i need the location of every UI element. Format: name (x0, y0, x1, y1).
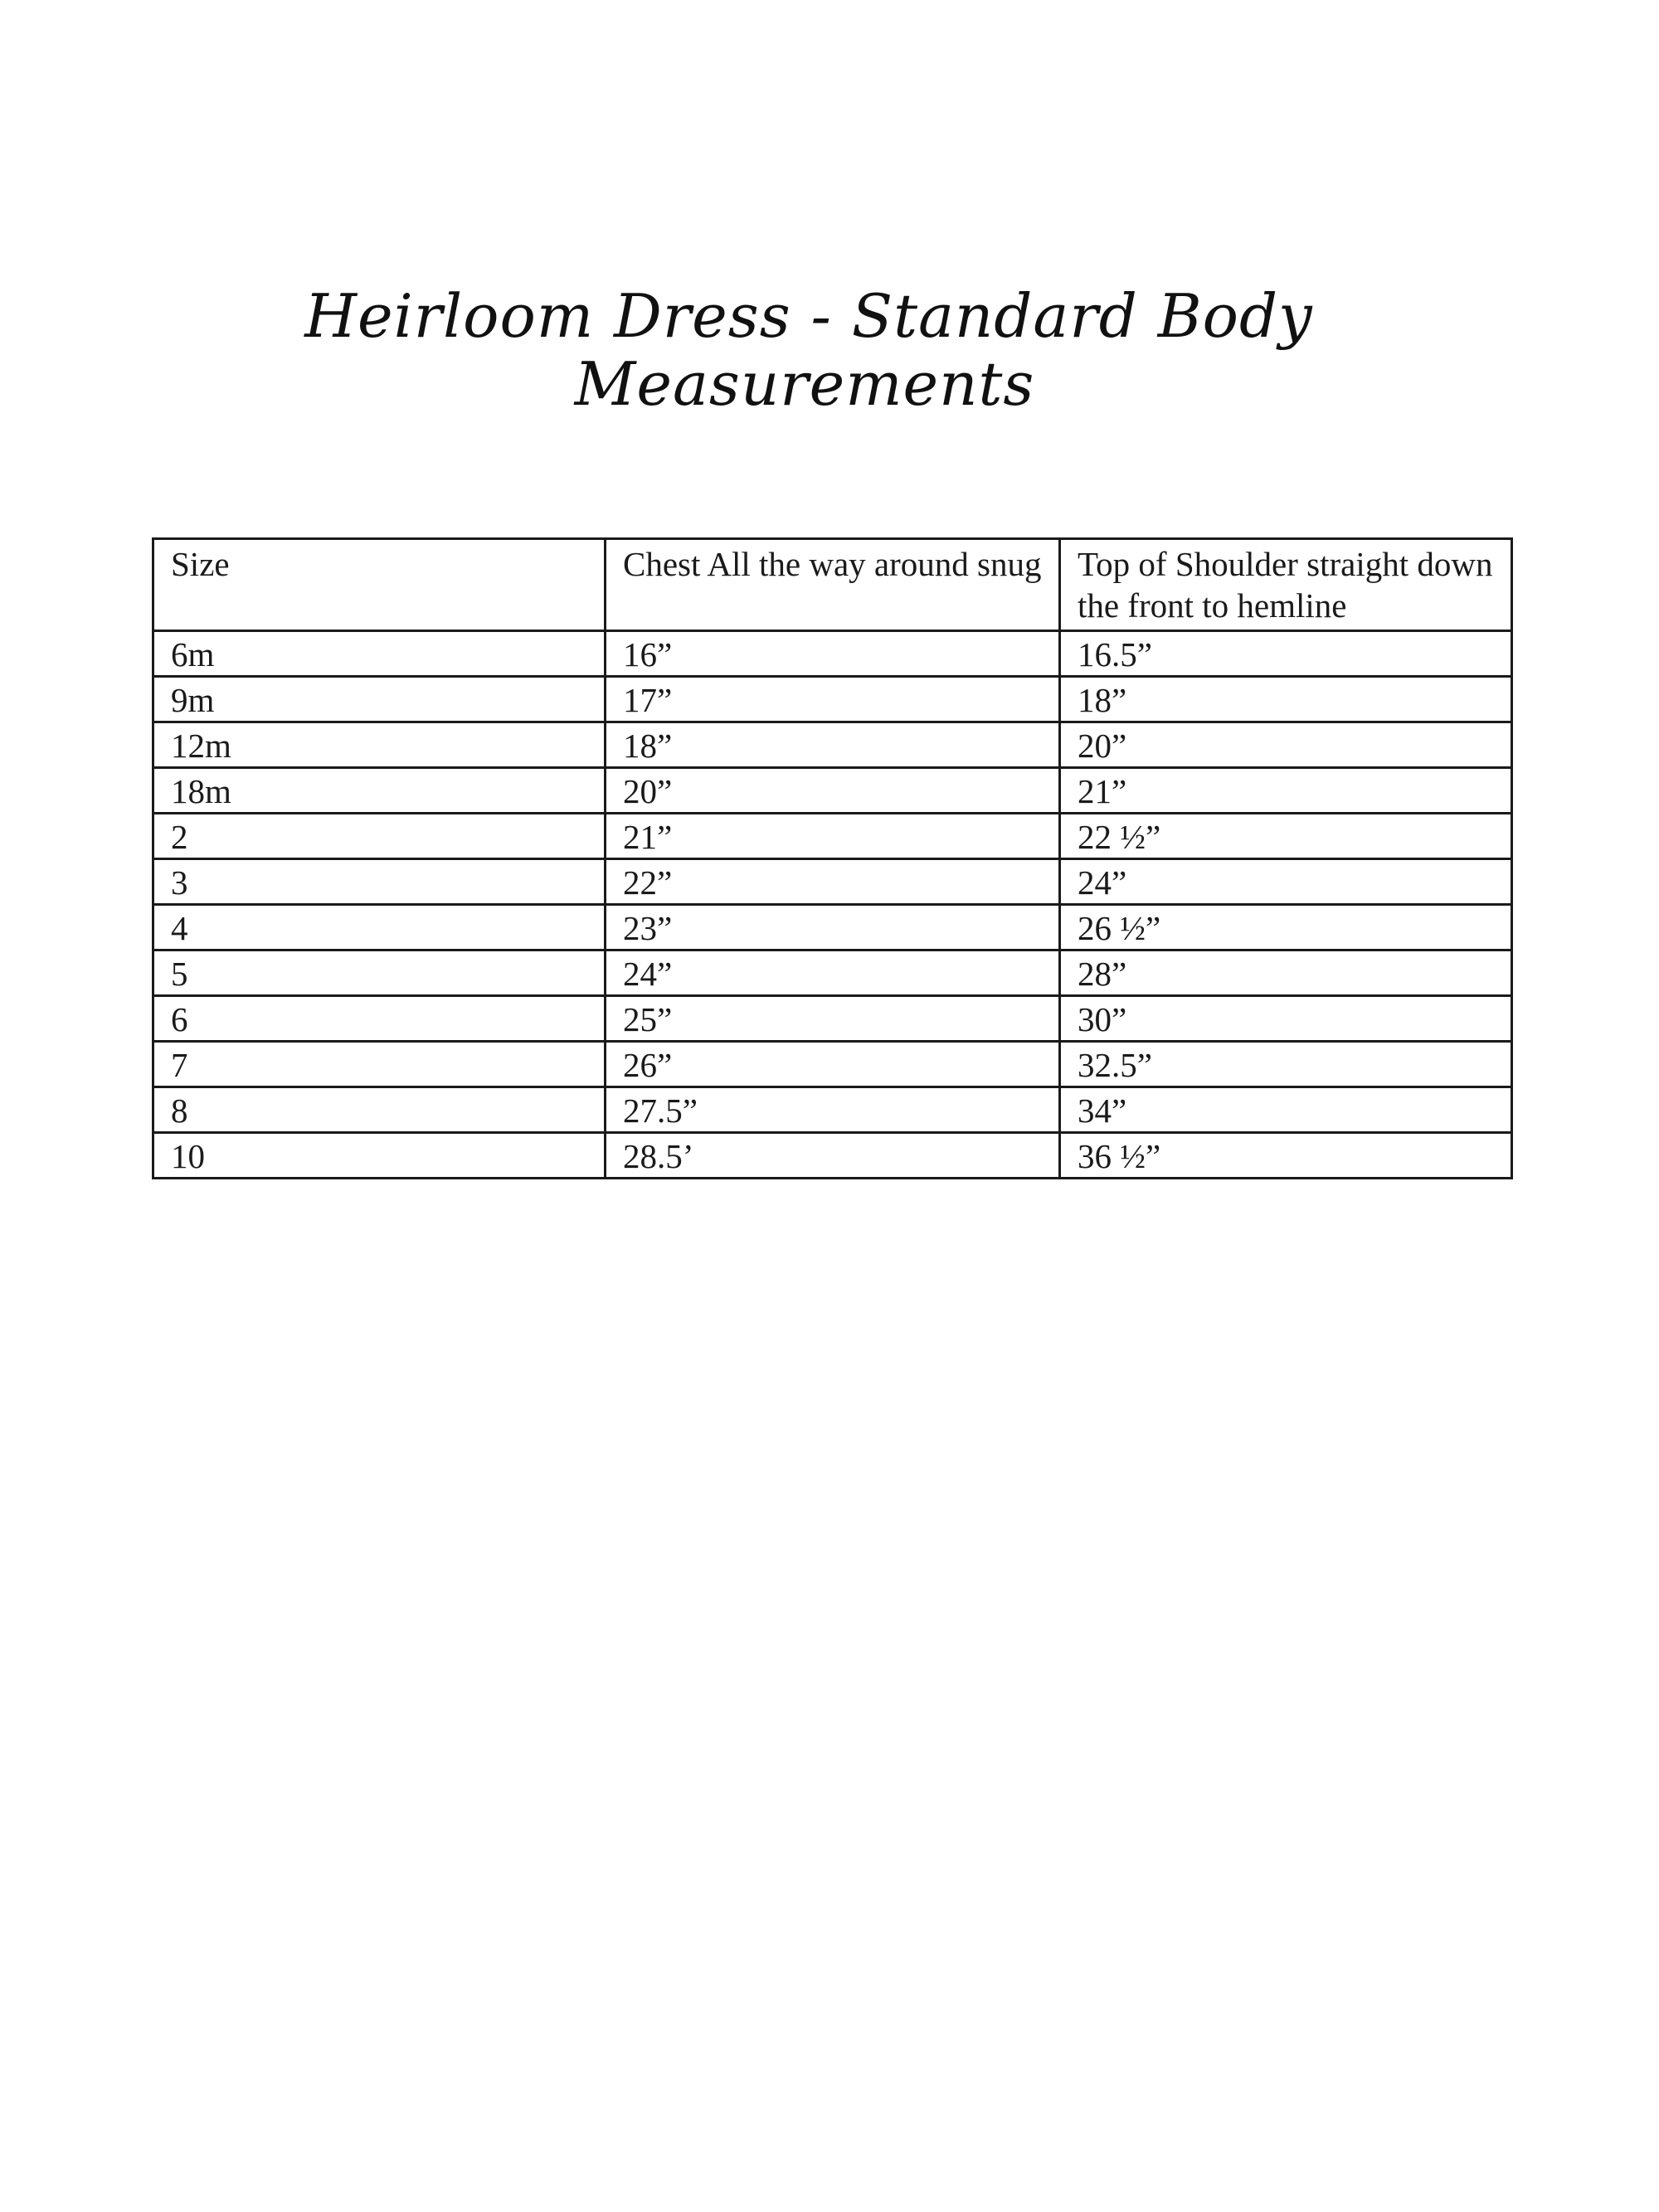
chest-cell: 16” (606, 631, 1060, 677)
table-row (153, 905, 1512, 950)
size-cell: 9m (153, 677, 606, 722)
length-cell: 26 ½” (1060, 905, 1512, 950)
size-cell: 7 (153, 1042, 606, 1087)
header-size: Size (153, 539, 606, 631)
size-cell: 18m (153, 768, 606, 814)
chest-cell: 20” (606, 768, 1060, 814)
chest-cell: 25” (606, 996, 1060, 1042)
header-chest: Chest All the way around snug (606, 539, 1060, 631)
document-title (0, 282, 1659, 418)
table-row (153, 722, 1512, 768)
table-row (153, 1087, 1512, 1133)
measurement-table (152, 537, 1513, 1179)
length-cell: 30” (1060, 996, 1512, 1042)
size-cell: 3 (153, 859, 606, 905)
length-cell: 21” (1060, 768, 1512, 814)
chest-cell: 22” (606, 859, 1060, 905)
size-cell: 2 (153, 814, 606, 859)
size-cell: 12m (153, 722, 606, 768)
table-row (153, 1042, 1512, 1087)
chest-cell: 21” (606, 814, 1060, 859)
chest-cell: 23” (606, 905, 1060, 950)
chest-cell: 24” (606, 950, 1060, 996)
table-row (153, 1133, 1512, 1179)
size-cell: 6m (153, 631, 606, 677)
table-row (153, 631, 1512, 677)
length-cell: 34” (1060, 1087, 1512, 1133)
chest-cell: 18” (606, 722, 1060, 768)
length-cell: 32.5” (1060, 1042, 1512, 1087)
table-row (153, 859, 1512, 905)
size-cell: 8 (153, 1087, 606, 1133)
length-cell: 16.5” (1060, 631, 1512, 677)
size-cell: 10 (153, 1133, 606, 1179)
chest-cell: 17” (606, 677, 1060, 722)
size-cell: 4 (153, 905, 606, 950)
size-cell: 6 (153, 996, 606, 1042)
table-row (153, 996, 1512, 1042)
length-cell: 24” (1060, 859, 1512, 905)
length-cell: 36 ½” (1060, 1133, 1512, 1179)
table-row (153, 768, 1512, 814)
header-row (153, 539, 1512, 631)
length-cell: 28” (1060, 950, 1512, 996)
title-line-1: Heirloom Dress - Standard Body (304, 281, 1313, 351)
chest-cell: 28.5’ (606, 1133, 1060, 1179)
title-line-2: Measurements (574, 349, 1035, 419)
length-cell: 22 ½” (1060, 814, 1512, 859)
chest-cell: 26” (606, 1042, 1060, 1087)
table-row (153, 677, 1512, 722)
chest-cell: 27.5” (606, 1087, 1060, 1133)
table-row (153, 950, 1512, 996)
header-shoulder-to-hemline: Top of Shoulder straight down the front to hemline (1060, 539, 1512, 631)
size-cell: 5 (153, 950, 606, 996)
length-cell: 18” (1060, 677, 1512, 722)
table-row (153, 814, 1512, 859)
length-cell: 20” (1060, 722, 1512, 768)
